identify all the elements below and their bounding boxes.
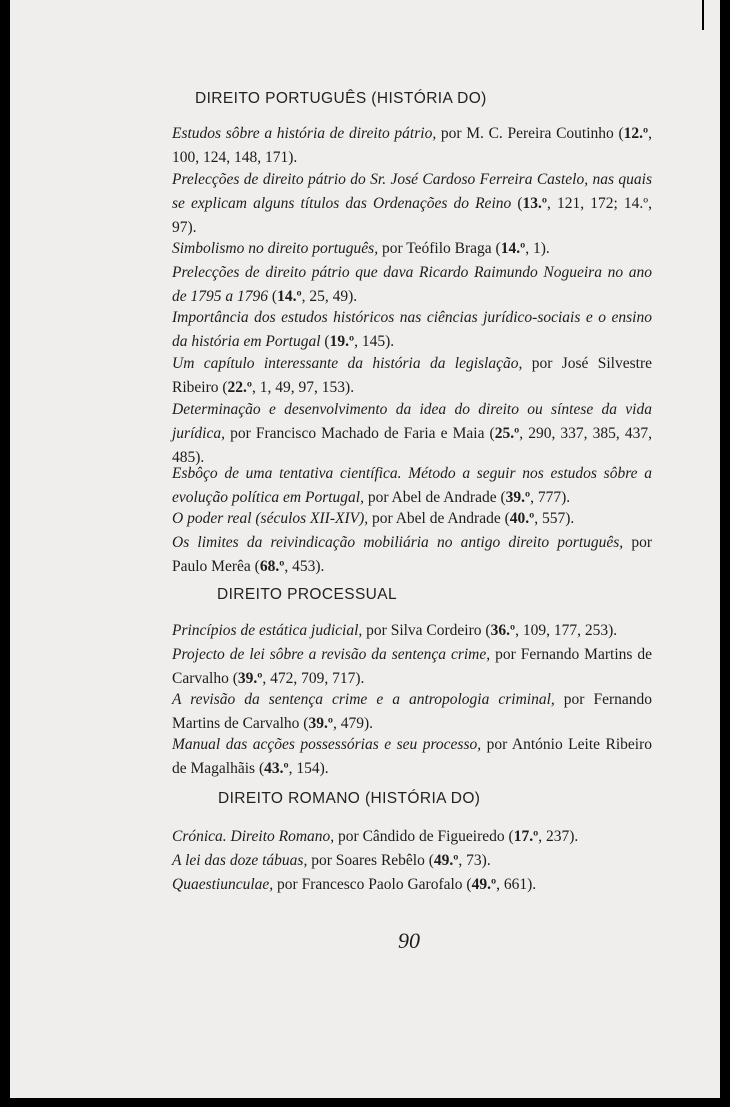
bibliography-entry: Estudos sôbre a história de direito pátrio, por M. C. Pereira Coutinho (12.º, 100, 124, 148, 171).	[172, 125, 652, 166]
bibliography-entry: Simbolismo no direito português, por Teófilo Braga (14.º, 1).	[172, 240, 550, 257]
section-heading-direito-processual: DIREITO PROCESSUAL	[217, 586, 398, 603]
section-heading-direito-romano: DIREITO ROMANO (HISTÓRIA DO)	[218, 790, 481, 807]
bibliography-entry: Determinação e desenvolvimento da idea do direito ou síntese da vida jurídica, por Francisco Machado de Faria e Maia (25.º, 290, 337, 385, 437, 485).	[172, 401, 652, 466]
bibliography-entry: A revisão da sentença crime e a antropologia criminal, por Fernando Martins de Carvalho (39.º, 479).	[172, 691, 653, 732]
page-edge-mark	[702, 0, 704, 30]
bibliography-entry: Princípios de estática judicial, por Silva Cordeiro (36.º, 109, 177, 253).	[172, 622, 618, 639]
bibliography-entry: O poder real (séculos XII-XIV), por Abel de Andrade (40.º, 557).	[172, 510, 575, 527]
page-number: 90	[398, 928, 420, 953]
bibliography-entry: Importância dos estudos históricos nas ciências jurídico-sociais e o ensino da história em Portugal (19.º, 145).	[172, 309, 652, 350]
bibliography-entry: Os limites da reivindicação mobiliária no antigo direito português, por Paulo Merêa (68.º, 453).	[172, 534, 652, 575]
bibliography-entry: Projecto de lei sôbre a revisão da sentença crime, por Fernando Martins de Carvalho (39.º, 472, 709, 717).	[172, 646, 652, 687]
section-heading-direito-portugues: DIREITO PORTUGUÊS (HISTÓRIA DO)	[195, 90, 487, 107]
bibliography-entry: A lei das doze tábuas, por Soares Rebêlo (49.º, 73).	[172, 852, 491, 869]
bibliography-entry: Prelecções de direito pátrio que dava Ricardo Raimundo Nogueira no ano de 1795 a 1796 (14.º, 25, 49).	[172, 264, 652, 305]
bibliography-entry: Quaestiunculae, por Francesco Paolo Garofalo (49.º, 661).	[172, 876, 537, 893]
bibliography-entry: Esbôço de uma tentativa científica. Método a seguir nos estudos sôbre a evolução política em Portugal, por Abel de Andrade (39.º, 777).	[172, 465, 652, 506]
bibliography-entry: Prelecções de direito pátrio do Sr. José Cardoso Ferreira Castelo, nas quais se explicam alguns títulos das Ordenações do Reino (13.º, 121, 172; 14.º, 97).	[172, 171, 652, 236]
bibliography-entry: Crónica. Direito Romano, por Cândido de Figueiredo (17.º, 237).	[172, 828, 579, 845]
bibliography-entry: Manual das acções possessórias e seu processo, por António Leite Ribeiro de Magalhãis (43.º, 154).	[172, 736, 652, 777]
scanned-page	[10, 0, 720, 1098]
bibliography-entry: Um capítulo interessante da história da legislação, por José Silvestre Ribeiro (22.º, 1, 49, 97, 153).	[172, 355, 652, 396]
